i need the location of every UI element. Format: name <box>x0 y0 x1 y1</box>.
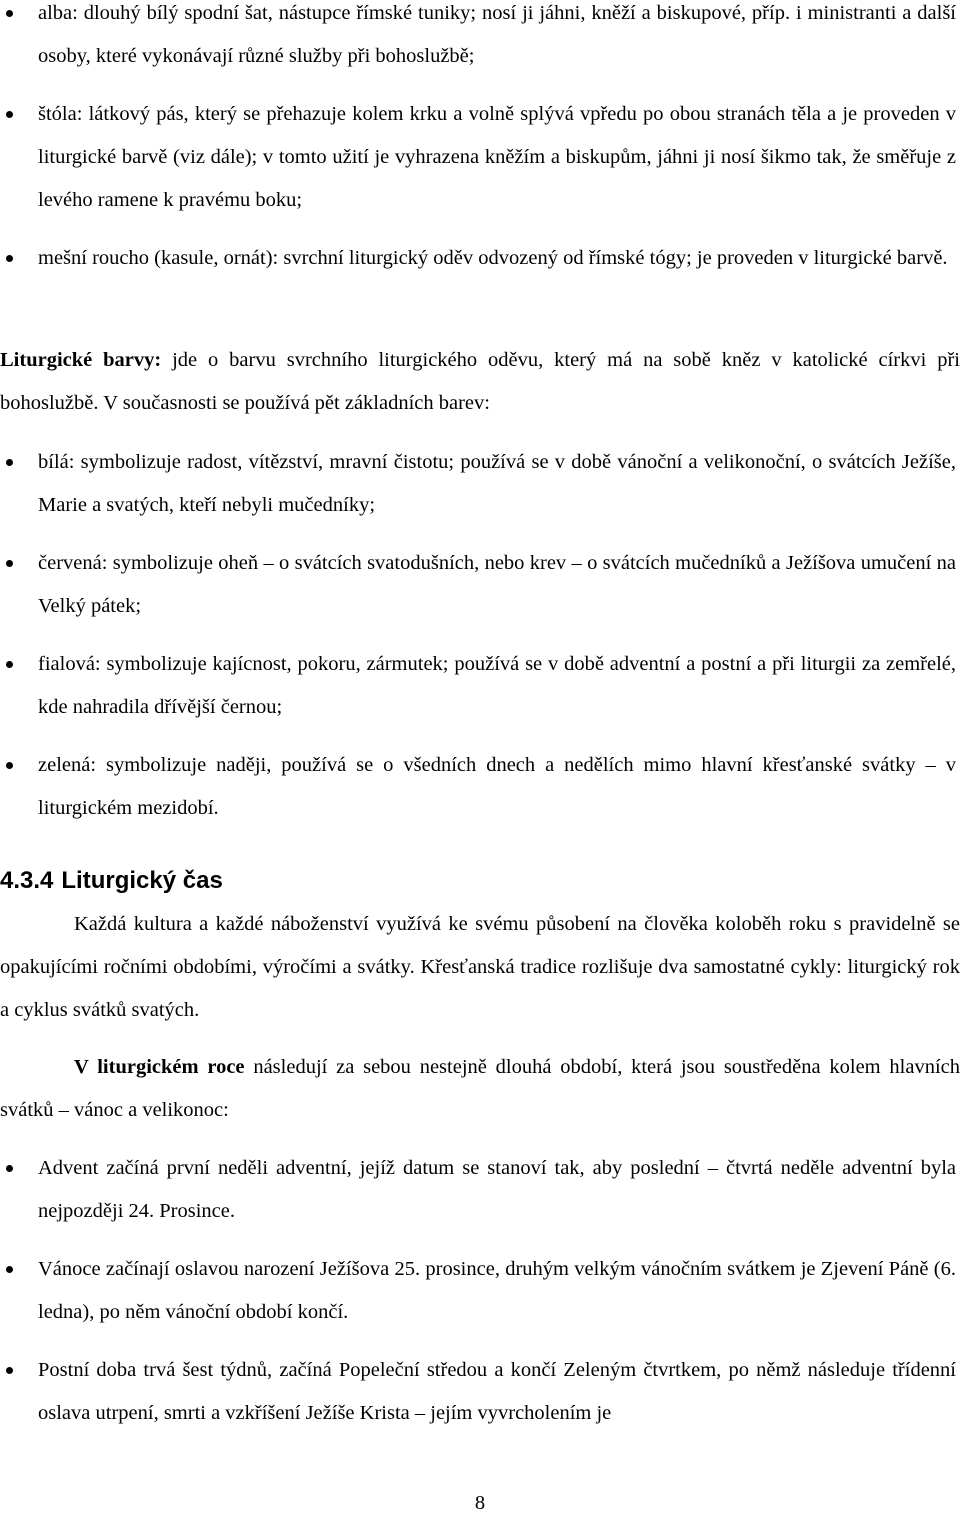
list-item: mešní roucho (kasule, ornát): svrchní liturgický oděv odvozený od římské tógy; je proveden v liturgické barvě. <box>0 237 960 280</box>
list-item: fialová: symbolizuje kajícnost, pokoru, zármutek; používá se v době adventní a postní a při liturgii za zemřelé, kde nahradila dřívější černou; <box>0 643 960 729</box>
liturgical-colors-paragraph <box>0 339 960 425</box>
list-item: Advent začíná první neděli adventní, jejíž datum se stanoví tak, aby poslední – čtvrtá neděle adventní byla nejpozději 24. Prosince. <box>0 1147 960 1233</box>
list-item: alba: dlouhý bílý spodní šat, nástupce římské tuniky; nosí ji jáhni, kněží a biskupové, příp. i ministranti a další osoby, které vykonávají různé služby při bohoslužbě; <box>0 0 960 78</box>
section-heading <box>0 866 960 896</box>
colors-list <box>0 441 960 830</box>
section-title: Liturgický čas <box>61 867 223 894</box>
page-number: 8 <box>474 1492 486 1514</box>
liturgical-time-paragraph: Každá kultura a každé náboženství využívá ke svému působení na člověka koloběh roku s pravidelně se opakujícími ročními obdobími, výročími a svátky. Křesťanská tradice rozlišuje dva samostatné cykly: liturgický rok a cyklus svátků svatých. <box>0 913 960 1021</box>
list-item: červená: symbolizuje oheň – o svátcích svatodušních, nebo krev – o svátcích mučedníků a Ježíšova umučení na Velký pátek; <box>0 542 960 628</box>
bold-term: V liturgickém roce <box>74 1056 245 1078</box>
paragraph-text: jde o barvu svrchního liturgického oděvu, který má na sobě kněz v katolické církvi při bohoslužbě. V současnosti se používá pět základních barev: <box>0 349 960 414</box>
vestments-list <box>0 0 960 280</box>
list-item: štóla: látkový pás, který se přehazuje kolem krku a volně splývá vpředu po obou stranách těla a je proveden v liturgické barvě (viz dále); v tomto užití je vyhrazena kněžím a biskupům, jáhni ji nosí šikmo tak, že směřuje z levého ramene k pravému boku; <box>0 93 960 222</box>
list-item: zelená: symbolizuje naději, používá se o všedních dnech a nedělích mimo hlavní křesťanské svátky – v liturgickém mezidobí. <box>0 744 960 830</box>
list-item: bílá: symbolizuje radost, vítězství, mravní čistotu; používá se v době vánoční a velikonoční, o svátcích Ježíše, Marie a svatých, kteří nebyli mučedníky; <box>0 441 960 527</box>
liturgical-year-paragraph <box>0 1046 960 1132</box>
section-number: 4.3.4 <box>0 867 54 894</box>
list-item: Vánoce začínají oslavou narození Ježíšova 25. prosince, druhým velkým vánočním svátkem je Zjevení Páně (6. ledna), po něm vánoční období končí. <box>0 1248 960 1334</box>
list-item: Postní doba trvá šest týdnů, začíná Popeleční středou a končí Zeleným čtvrtkem, po němž následuje třídenní oslava utrpení, smrti a vzkříšení Ježíše Krista – jejím vyvrcholením je <box>0 1349 960 1435</box>
bold-term: Liturgické barvy: <box>0 349 162 371</box>
periods-list <box>0 1147 960 1435</box>
paragraph-text: následují za sebou nestejně dlouhá období, která jsou soustředěna kolem hlavních svátků – vánoc a velikonoc: <box>0 1056 960 1121</box>
